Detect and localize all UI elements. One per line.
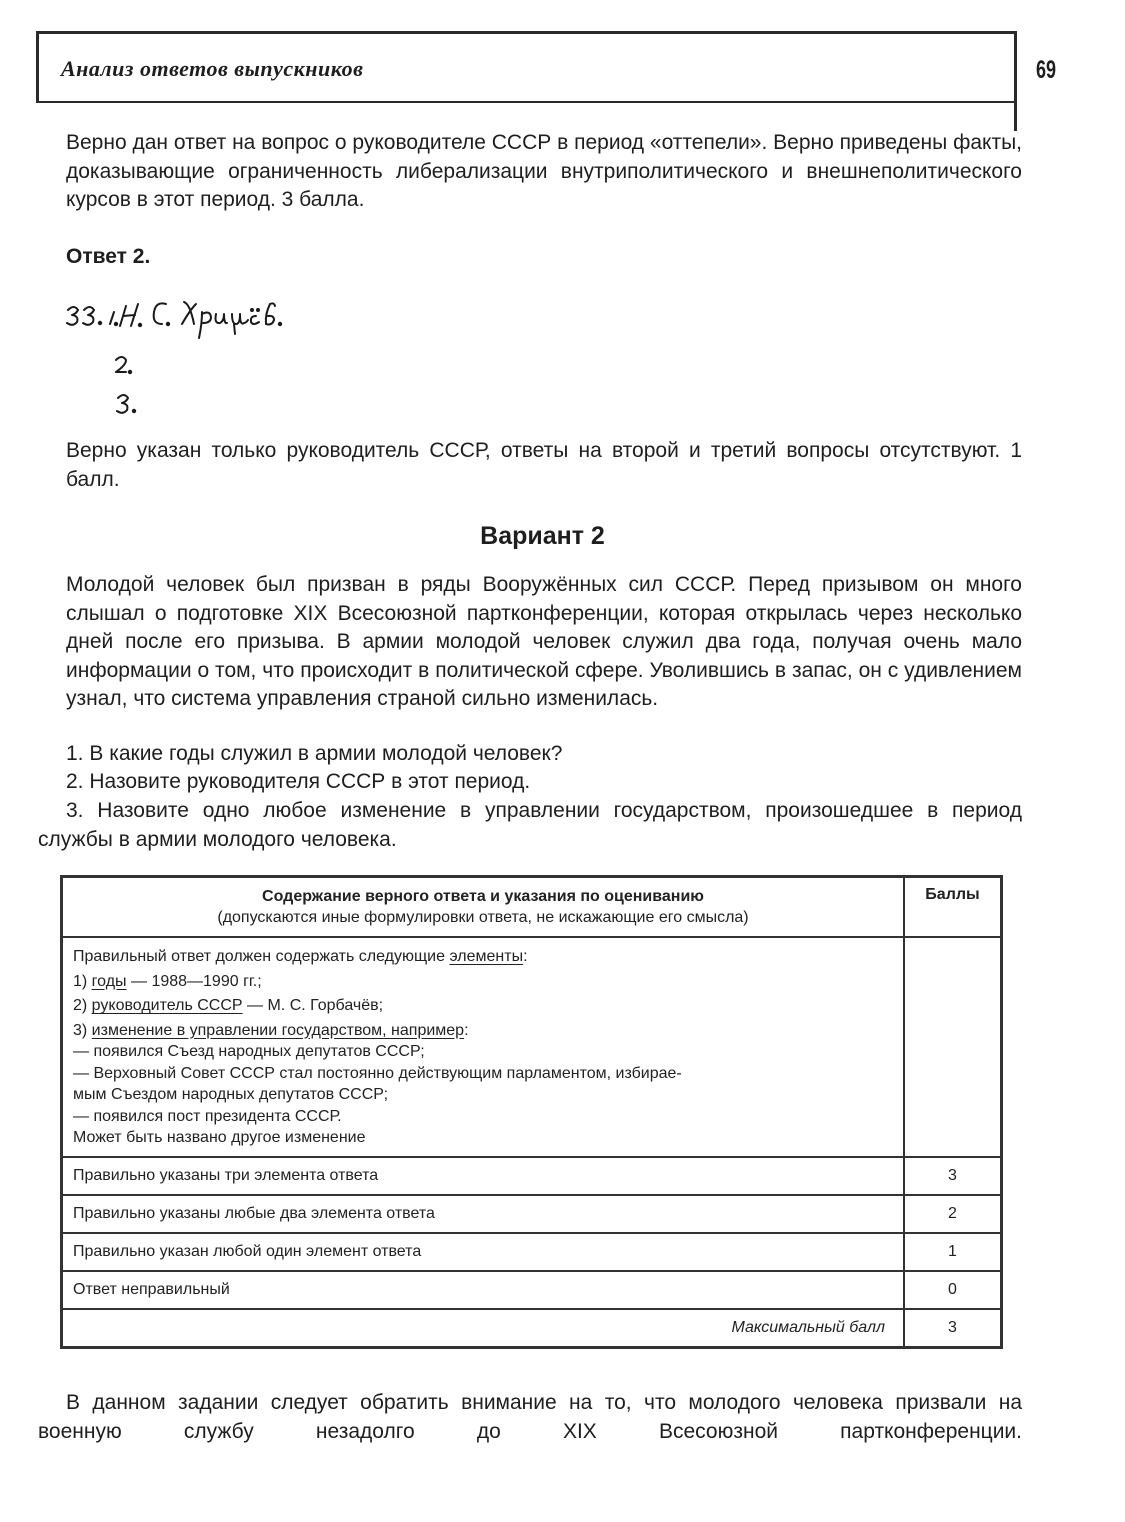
criteria-text: Правильно указан любой один элемент ответа xyxy=(62,1233,905,1271)
answer1-comment: Верно дан ответ на вопрос о руководителе СССР в период «оттепели». Верно приведены факты, доказывающие ограниченность либерализации внутриполитического и внешнеполитического курсов в этот период. 3 балла. xyxy=(66,131,1022,212)
elements-intro: Правильный ответ должен содержать следующие xyxy=(73,948,450,965)
criteria-score: 1 xyxy=(904,1233,1002,1271)
table-header-row xyxy=(62,877,1002,938)
item2-label: руководитель СССР xyxy=(91,997,243,1014)
table-content-row xyxy=(62,937,1002,1157)
table-header-content xyxy=(62,877,905,938)
elements-note: Может быть названо другое изменение xyxy=(73,1129,366,1146)
variant-title: Вариант 2 xyxy=(480,522,605,550)
item3-number: 3) xyxy=(73,1021,92,1039)
answer2-heading: Ответ 2. xyxy=(66,245,151,268)
answer-elements-cell xyxy=(62,937,905,1157)
header-box xyxy=(36,31,1016,103)
criteria-row xyxy=(62,1157,1002,1195)
question-1: 1. В какие годы служил в армии молодой человек? xyxy=(66,742,563,765)
bullet-2a: — Верховный Совет СССР стал постоянно действующим парламентом, избирае- xyxy=(73,1064,682,1082)
item1-number: 1) xyxy=(73,972,92,990)
item2-value: — М. С. Горбачёв; xyxy=(242,997,384,1014)
criteria-row xyxy=(62,1271,1002,1309)
criteria-score: 3 xyxy=(904,1157,1002,1195)
question-2: 2. Назовите руководителя СССР в этот период. xyxy=(66,770,531,793)
table-header-subtitle: (допускаются иные формулировки ответа, не искажающие его смысла) xyxy=(217,909,749,926)
page-number: 69 xyxy=(1036,56,1057,84)
bullet-3: — появился пост президента СССР. xyxy=(73,1107,342,1125)
question-3: 3. Назовите одно любое изменение в управлении государством, произошедшее в период службы в армии молодого человека. xyxy=(38,799,1022,851)
answer2-comment: Верно указан только руководитель СССР, ответы на второй и третий вопросы отсутствуют. 1 балл. xyxy=(66,439,1022,491)
variant-intro: Молодой человек был призван в ряды Вооружённых сил СССР. Перед призывом он много слышал о подготовке XIX Всесоюзной партконференции, которая открылась через несколько дней после его призыва. В армии молодой человек служил два года, получая очень мало информации о том, что происходит в политической сфере. Уволившись в запас, он с удивлением узнал, что система управления страной сильно изменилась. xyxy=(66,573,1022,711)
handwritten-answer xyxy=(66,298,466,428)
table-header-score: Баллы xyxy=(904,877,1002,938)
criteria-text: Правильно указаны любые два элемента ответа xyxy=(62,1195,905,1233)
table-header-title: Содержание верного ответа и указания по оцениванию xyxy=(262,888,704,905)
item3-label: изменение в управлении государством, например xyxy=(91,1021,465,1039)
max-score-row xyxy=(62,1309,1002,1348)
item1-value: — 1988—1990 гг.; xyxy=(126,972,262,990)
criteria-score: 0 xyxy=(904,1271,1002,1309)
bullet-2b: мым Съездом народных депутатов СССР; xyxy=(73,1086,389,1103)
header-border-tail xyxy=(1014,31,1017,131)
item3-colon: : xyxy=(464,1021,469,1039)
criteria-score: 2 xyxy=(904,1195,1002,1233)
max-score-label: Максимальный балл xyxy=(62,1309,905,1348)
scoring-table xyxy=(60,875,1003,1349)
header-title: Анализ ответов выпускников xyxy=(61,56,364,81)
criteria-text: Ответ неправильный xyxy=(62,1271,905,1309)
final-paragraph: В данном задании следует обратить внимание на то, что молодого человека призвали на военную службу незадолго до XIX Всесоюзной партконференции. xyxy=(38,1391,1022,1443)
content-score-empty xyxy=(904,937,1002,1157)
elements-intro-colon: : xyxy=(523,948,528,965)
bullet-1: — появился Съезд народных депутатов СССР; xyxy=(73,1043,425,1060)
item2-number: 2) xyxy=(73,997,92,1014)
handwriting-svg xyxy=(66,298,466,428)
criteria-row xyxy=(62,1233,1002,1271)
criteria-text: Правильно указаны три элемента ответа xyxy=(62,1157,905,1195)
elements-intro-underlined: элементы xyxy=(449,948,524,965)
item1-label: годы xyxy=(91,972,127,990)
max-score-value: 3 xyxy=(904,1309,1002,1348)
criteria-row xyxy=(62,1195,1002,1233)
